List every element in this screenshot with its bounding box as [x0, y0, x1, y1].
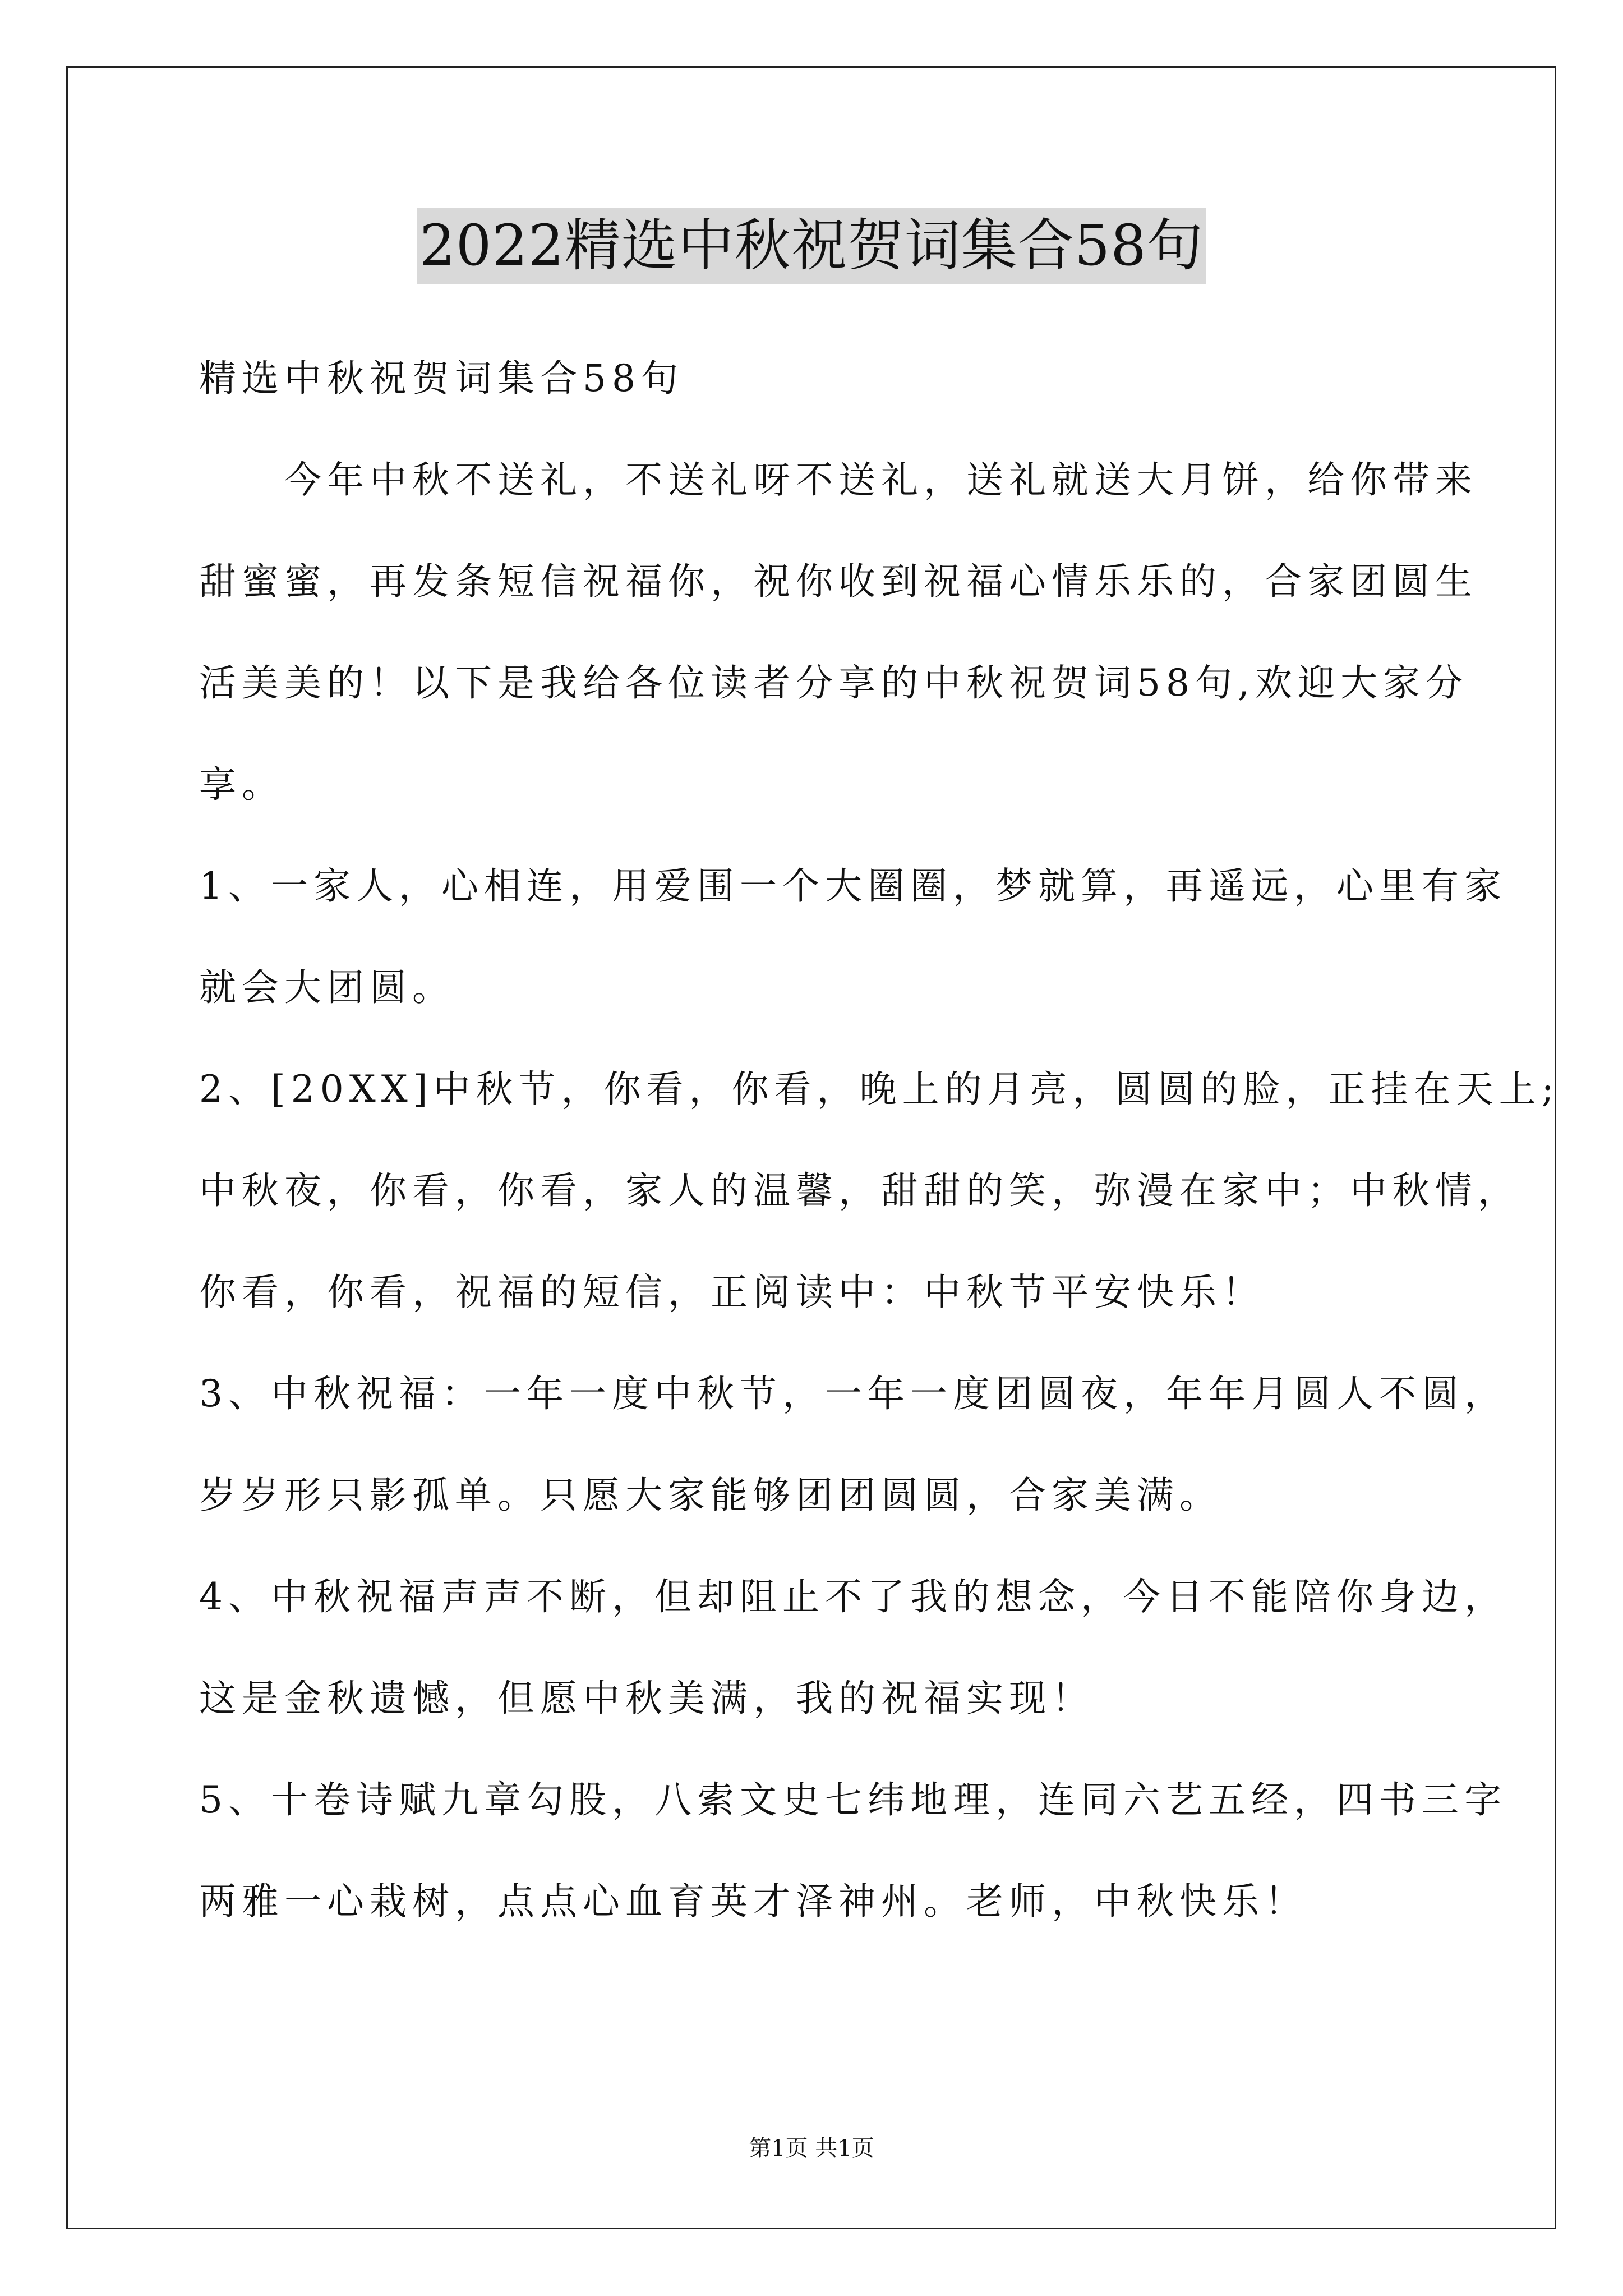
item-4-line-1: 4、中秋祝福声声不断，但却阻止不了我的想念，今日不能陪你身边，: [199, 1575, 1507, 1618]
intro-line-1: 今年中秋不送礼，不送礼呀不送礼，送礼就送大月饼，给你带来: [284, 458, 1478, 501]
item-1-line-1: 1、一家人，心相连，用爱围一个大圈圈，梦就算，再遥远，心里有家: [199, 864, 1507, 908]
document-title: 2022精选中秋祝贺词集合58句: [417, 208, 1206, 284]
item-2-line-3: 你看，你看，祝福的短信，正阅读中：中秋节平安快乐！: [199, 1271, 1265, 1314]
item-5-line-2: 两雅一心栽树，点点心血育英才泽神州。老师，中秋快乐！: [199, 1880, 1307, 1923]
item-3-line-2: 岁岁形只影孤单。只愿大家能够团团圆圆，合家美满。: [199, 1474, 1222, 1517]
item-1-line-2: 就会大团圆。: [199, 966, 455, 1009]
intro-line-4: 享。: [199, 763, 284, 806]
title-container: [0, 208, 1623, 284]
intro-line-2: 甜蜜蜜，再发条短信祝福你，祝你收到祝福心情乐乐的，合家团圆生: [199, 560, 1478, 603]
item-4-line-2: 这是金秋遗憾，但愿中秋美满，我的祝福实现！: [199, 1677, 1094, 1720]
item-2-line-1: 2、[20XX]中秋节，你看，你看，晚上的月亮，圆圆的脸，正挂在天上;: [199, 1068, 1560, 1111]
intro-line-3: 活美美的！以下是我给各位读者分享的中秋祝贺词58句,欢迎大家分: [199, 661, 1468, 705]
item-2-line-2: 中秋夜，你看，你看，家人的温馨，甜甜的笑，弥漫在家中；中秋情，: [199, 1169, 1520, 1212]
item-5-line-1: 5、十卷诗赋九章勾股，八索文史七纬地理，连同六艺五经，四书三字: [199, 1778, 1507, 1821]
item-3-line-1: 3、中秋祝福：一年一度中秋节，一年一度团圆夜，年年月圆人不圆，: [199, 1372, 1507, 1415]
subtitle-line: 精选中秋祝贺词集合58句: [199, 357, 684, 400]
document-body: [199, 345, 1560, 1970]
page-footer: 第1页 共1页: [749, 2136, 874, 2161]
